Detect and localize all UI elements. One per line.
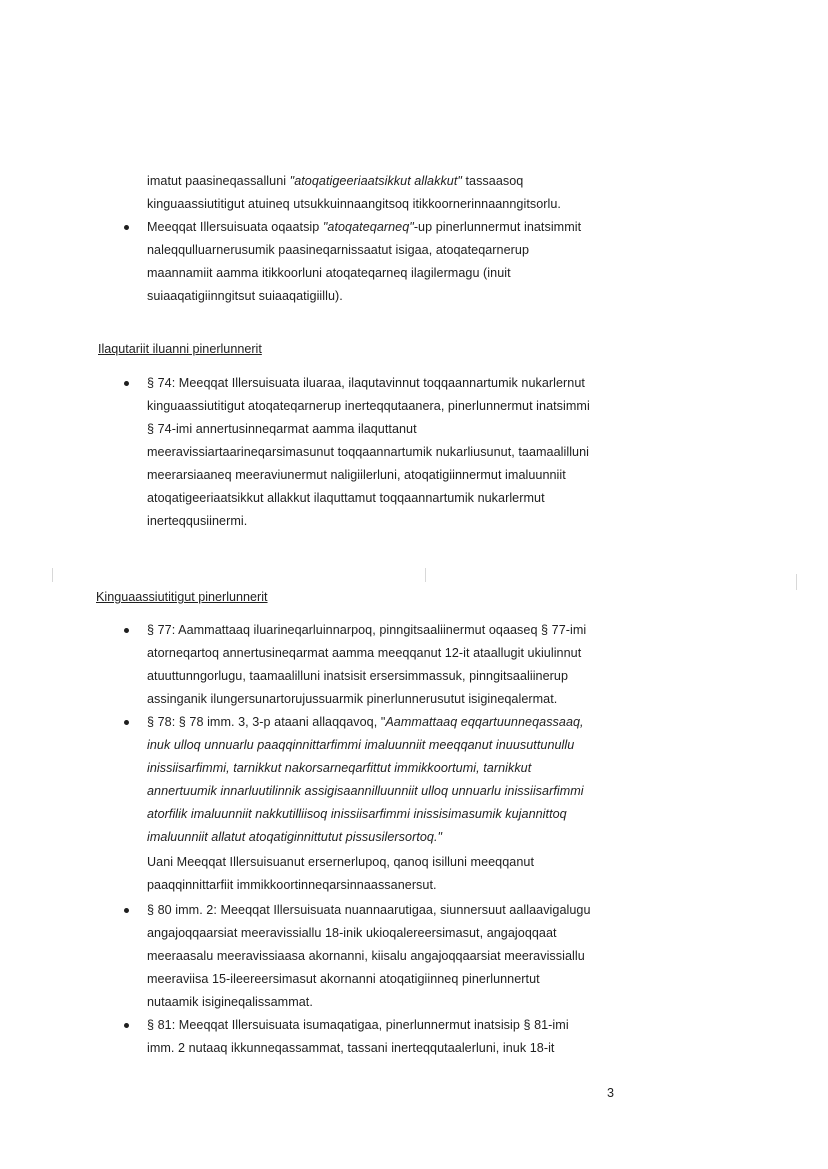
paragraph-line: meerarsiaaneq meeraviunermut naligiilerluni, atoqatigiinnermut imaluunniit (147, 468, 566, 482)
bullet-icon (124, 628, 129, 633)
paragraph-line: Uani Meeqqat Illersuisuanut ersernerlupoq, qanoq isilluni meeqqanut (147, 855, 534, 869)
paragraph-line: atoqatigeeriaatsikkut allakkut ilaquttamut toqqaannartumik nukarlermut (147, 491, 545, 505)
paragraph-line: atuuttunngorlugu, taamaalilluni inatsisit ersersimmassuk, pinngitsaaliinerup (147, 669, 569, 683)
scan-artifact (796, 574, 797, 590)
paragraph-line: paaqqinnittarfiit immikkoortinneqarsinnaassanersut. (147, 878, 437, 892)
paragraph-line: maannamiit aamma itikkoorluni atoqateqarneq ilagilermagu (inuit (147, 266, 511, 280)
section-heading: Ilaqutariit iluanni pinerlunnerit (98, 342, 262, 356)
paragraph-line: § 74: Meeqqat Illersuisuata iluaraa, ilaqutavinnut toqqaannartumik nukarlernut (147, 376, 585, 390)
paragraph-line: inissiisarfimmi, tarnikkut nakorsarneqarfittut immikkoortumi, tarnikkut (147, 761, 532, 775)
paragraph-line: imm. 2 nutaaq ikkunneqassammat, tassani inerteqqutaalerluni, inuk 18-it (147, 1041, 555, 1055)
section-heading: Kinguaassiutitigut pinerlunnerit (96, 590, 268, 604)
scan-artifact (425, 568, 426, 582)
bullet-icon (124, 381, 129, 386)
bullet-icon (124, 720, 129, 725)
paragraph-line: atorfilik imaluunniit nakkutilliisoq inissiisarfimmi inissisimasumik kujannittoq (147, 807, 567, 821)
paragraph-line: meeraviisa 15-ileereersimasut akornanni atoqatigiinneq pinerlunnertut (147, 972, 540, 986)
bullet-icon (124, 225, 129, 230)
italic-phrase: "atoqateqarneq" (322, 220, 414, 234)
paragraph-line: § 74-imi annertusinneqarmat aamma ilaquttanut (147, 422, 417, 436)
paragraph-line: meeravissiartaarineqarsimasunut toqqaannartumik nukarliusunut, taamaalilluni (147, 445, 590, 459)
paragraph-line: annertuumik innarluutilinnik assigisaannilluunniit ulloq unnuarlu inissiisarfimmi (147, 784, 584, 798)
paragraph-line: inerteqqusiinermi. (147, 514, 248, 528)
paragraph-line: § 80 imm. 2: Meeqqat Illersuisuata nuannaarutigaa, siunnersuut aallaavigalugu (147, 903, 591, 917)
paragraph-line: § 77: Aammattaaq iluarineqarluinnarpoq, pinngitsaaliinermut oqaaseq § 77-imi (147, 623, 587, 637)
paragraph-line: naleqqulluarnerusumik paasineqarnissaatut isigaa, atoqateqarnerup (147, 243, 530, 257)
paragraph-line: kinguaassiutitigut atuineq utsukkuinnaangitsoq itikkoornerinnaanngitsorlu. (147, 197, 561, 211)
paragraph-line: suiaaqatigiinngitsut suiaaqatigiillu). (147, 289, 343, 303)
paragraph-line: kinguaassiutitigut atoqateqarnerup inerteqqutaanera, pinerlunnermut inatsimmi (147, 399, 590, 413)
paragraph-line: meeraasalu meeravissiaasa akornanni, kiisalu angajoqqaarsiat meeravissiallu (147, 949, 585, 963)
italic-phrase: "atoqatigeeriaatsikkut allakkut" (289, 174, 462, 188)
paragraph-line: Meeqqat Illersuisuata oqaatsip "atoqateqarneq"-up pinerlunnermut inatsimmit (147, 220, 582, 234)
paragraph-line: nutaamik isigineqalissammat. (147, 995, 313, 1009)
paragraph-line: assinganik ilungersunartorujussuarmik pinerlunnerusutut isigineqalermat. (147, 692, 558, 706)
italic-phrase: Aammattaaq eqqartuunneqassaaq, (385, 715, 584, 729)
paragraph-line: § 81: Meeqqat Illersuisuata isumaqatigaa, pinerlunnermut inatsisip § 81-imi (147, 1018, 569, 1032)
paragraph-line: inuk ulloq unnuarlu paaqqinnittarfimmi imaluunniit meeqqanut inuusuttunullu (147, 738, 575, 752)
bullet-icon (124, 908, 129, 913)
paragraph-line: angajoqqaarsiat meeravissiallu 18-inik ukioqalereersimasut, angajoqqaat (147, 926, 557, 940)
paragraph-line: imatut paasineqassalluni "atoqatigeeriaatsikkut allakkut" tassaasoq (147, 174, 524, 188)
page-number: 3 (607, 1086, 615, 1100)
scan-artifact (52, 568, 53, 582)
paragraph-line: § 78: § 78 imm. 3, 3-p ataani allaqqavoq, "Aammattaaq eqqartuunneqassaaq, (147, 715, 584, 729)
paragraph-line: atorneqartoq annertusineqarmat aamma meeqqanut 12-it ataallugit ukiulinnut (147, 646, 582, 660)
bullet-icon (124, 1023, 129, 1028)
paragraph-line: imaluunniit allatut atoqatiginnittutut pissusilersortoq." (147, 830, 443, 844)
